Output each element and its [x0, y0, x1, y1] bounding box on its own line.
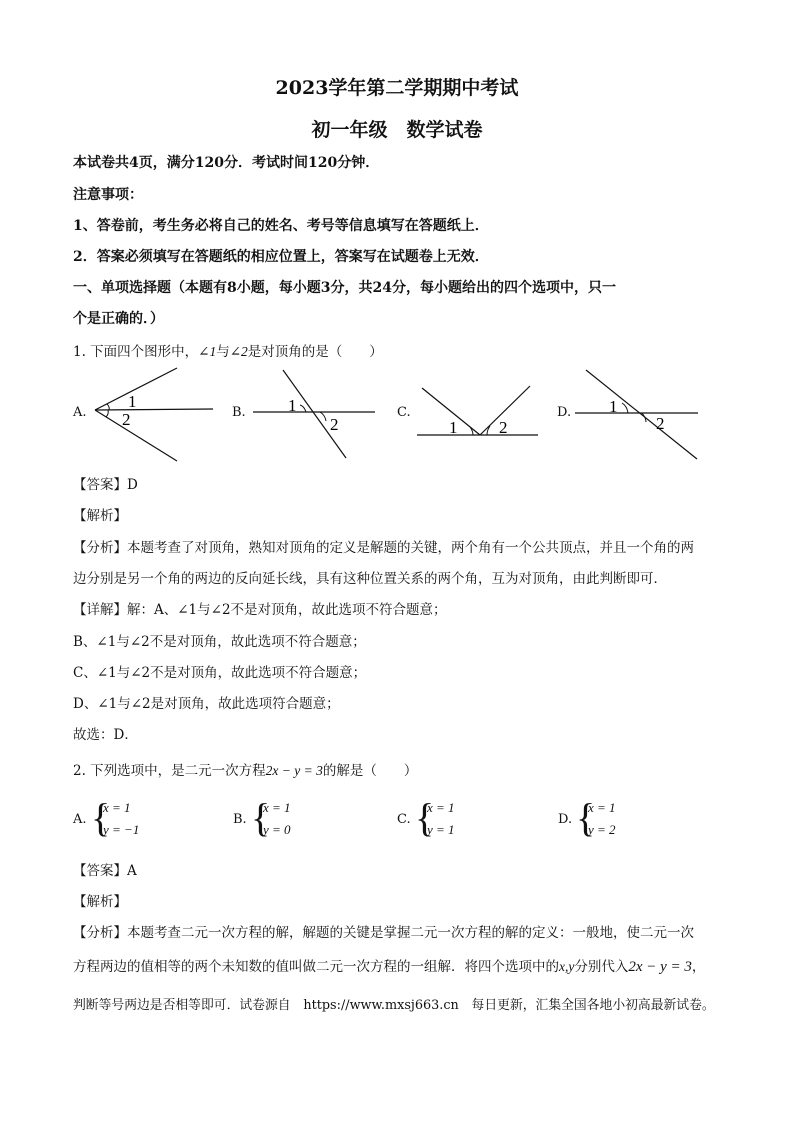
- q1-figure-a: [85, 360, 220, 465]
- q1-stem-mid: 与: [216, 344, 230, 360]
- q2-option-b-eq1: x = 1: [263, 800, 291, 815]
- q2-stem: [73, 759, 417, 779]
- q2-option-d-brace: {: [576, 795, 596, 840]
- q2-analysis-heading: 【解析】: [73, 894, 127, 910]
- page-title: 2023学年第二学期期中考试: [275, 77, 519, 99]
- q1-answer: 【答案】D: [73, 477, 138, 493]
- q2-option-c-eq2: y = 1: [427, 822, 455, 837]
- q1-angle-2: ∠2: [229, 344, 248, 359]
- q1-figure-c-label-2: 2: [499, 418, 508, 437]
- q2-stem-suffix: 的解是（ ）: [322, 763, 418, 779]
- q2-option-b-label: B.: [233, 812, 247, 827]
- q1-figure-b: [250, 365, 380, 463]
- q2-option-c-eq1: x = 1: [427, 800, 455, 815]
- q1-stem-suffix: 是对顶角的是（ ）: [247, 344, 383, 360]
- q2-option-c-brace: {: [415, 795, 435, 840]
- q1-analysis-heading: 【解析】: [73, 508, 127, 524]
- exam-info: 本试卷共4页，满分120分．考试时间120分钟．: [73, 155, 380, 171]
- q2-option-d-eq2: y = 2: [588, 822, 616, 837]
- q2-analysis-line-2-suffix: ，: [691, 959, 706, 975]
- q1-detail-line-3: C、∠1与∠2不是对顶角，故此选项不符合题意；: [73, 665, 367, 681]
- q2-analysis-line-2: [73, 955, 705, 976]
- q2-analysis-line-2-mid: 分别代入: [574, 959, 629, 975]
- q2-analysis-line-2-prefix: 方程两边的值相等的两个未知数的值叫做二元一次方程的一组解．将四个选项中的: [73, 959, 559, 975]
- q2-option-a-brace: {: [91, 795, 111, 840]
- q2-analysis-line-1: 【分析】本题考查二元一次方程的解，解题的关键是掌握二元一次方程的解的定义：一般地，使二元一次: [73, 925, 694, 941]
- q1-figure-d-label-1: 1: [609, 397, 618, 416]
- notice-heading: 注意事项：: [73, 187, 143, 203]
- q2-option-a-eq2: y = −1: [103, 822, 140, 837]
- page-subtitle: 初一年级 数学试卷: [311, 119, 483, 141]
- q1-figure-d: [572, 366, 702, 464]
- q1-option-d-label: D.: [557, 405, 572, 420]
- q2-option-a-label: A.: [73, 812, 87, 827]
- notice-item-1: 1、答卷前，考生务必将自己的姓名、考号等信息填写在答题纸上．: [73, 218, 489, 234]
- q1-analysis-line-1: 【分析】本题考查了对顶角，熟知对顶角的定义是解题的关键，两个角有一个公共顶点，并且一个角的两: [73, 540, 694, 556]
- q1-figure-b-label-2: 2: [330, 415, 339, 434]
- q1-detail-line-5: 故选：D．: [73, 727, 138, 743]
- q1-figure-a-label-1: 1: [128, 392, 137, 411]
- q1-option-b-label: B.: [232, 405, 246, 420]
- q2-option-c-label: C.: [397, 812, 411, 827]
- q1-figure-d-label-2: 2: [656, 414, 665, 433]
- q1-figure-a-label-2: 2: [122, 410, 131, 429]
- q2-analysis-equation: 2x − y = 3: [628, 959, 692, 975]
- q2-answer: 【答案】A: [73, 863, 137, 879]
- q1-angle-1: ∠1: [198, 344, 217, 359]
- q2-option-a-eq1: x = 1: [103, 800, 131, 815]
- notice-item-2: 2．答案必须填写在答题纸的相应位置上，答案写在试题卷上无效．: [73, 249, 489, 265]
- q1-figure-b-label-1: 1: [288, 396, 297, 415]
- q1-stem: [73, 340, 383, 360]
- section-heading-line-2: 个是正确的．）: [73, 311, 164, 327]
- q1-figure-c: [412, 380, 542, 440]
- q1-detail-line-1: 【详解】解：A、∠1与∠2不是对顶角，故此选项不符合题意；: [73, 602, 447, 618]
- q1-detail-line-2: B、∠1与∠2不是对顶角，故此选项不符合题意；: [73, 634, 366, 650]
- section-heading-line-1: 一、单项选择题（本题有8小题，每小题3分，共24分，每小题给出的四个选项中，只一: [73, 280, 616, 296]
- q2-stem-equation: 2x − y = 3: [265, 763, 323, 778]
- q1-option-a-label: A.: [73, 405, 87, 420]
- q2-option-b-brace: {: [251, 795, 271, 840]
- q1-stem-prefix: 1. 下面四个图形中，: [73, 344, 199, 360]
- q1-figure-c-label-1: 1: [449, 418, 458, 437]
- q2-option-d-label: D.: [558, 812, 573, 827]
- q2-stem-prefix: 2. 下列选项中，是二元一次方程: [73, 763, 266, 779]
- q1-detail-line-4: D、∠1与∠2是对顶角，故此选项符合题意；: [73, 696, 340, 712]
- q1-analysis-line-2: 边分别是另一个角的两边的反向延长线，具有这种位置关系的两个角，互为对顶角，由此判断即可．: [73, 571, 667, 587]
- q2-analysis-vars: x,y: [559, 959, 575, 974]
- q2-option-b-eq2: y = 0: [263, 822, 291, 837]
- q2-analysis-line-3: 判断等号两边是否相等即可．试卷源自 https://www.mxsj663.cn 每日更新，汇集全国各地小初高最新试卷。: [73, 998, 715, 1013]
- q1-option-c-label: C.: [397, 405, 411, 420]
- q2-option-d-eq1: x = 1: [588, 800, 616, 815]
